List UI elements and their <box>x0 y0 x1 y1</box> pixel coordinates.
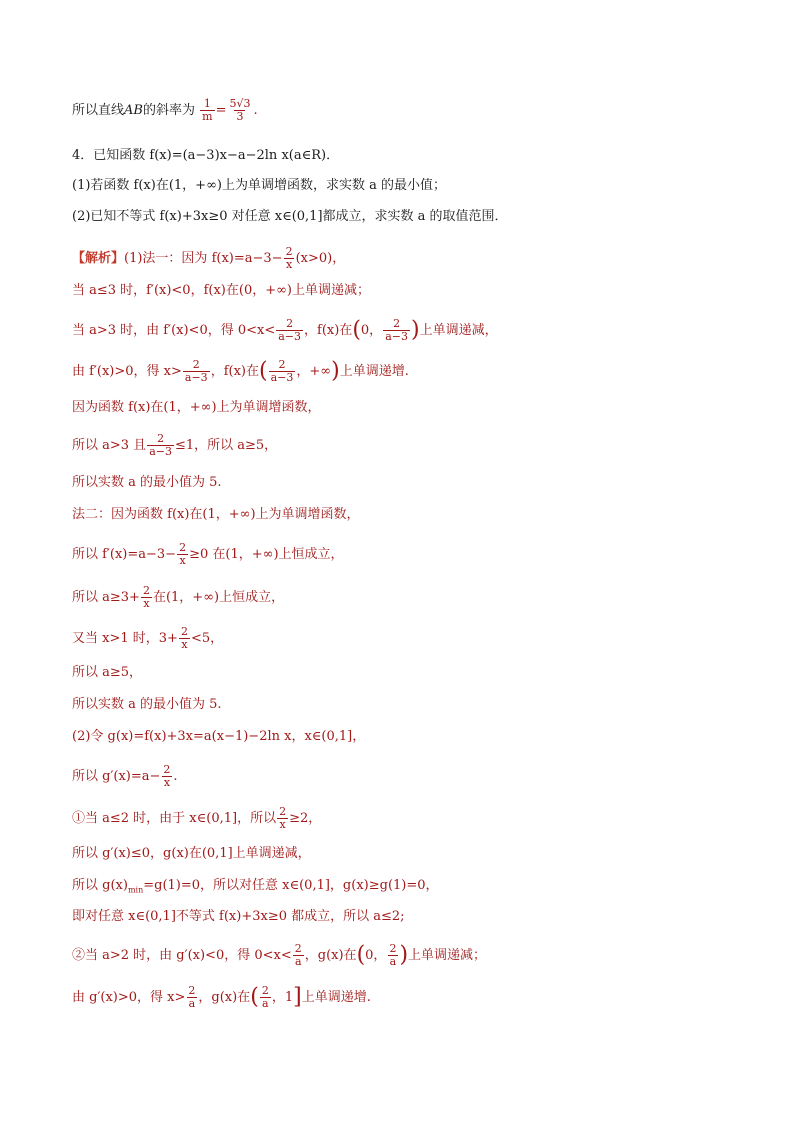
denominator: x <box>163 776 171 789</box>
fraction <box>200 98 214 123</box>
text: =g(1)=0，所以对任意 x∈(0,1]，g(x)≥g(1)=0， <box>143 878 439 893</box>
fraction <box>387 943 398 968</box>
paren: ) <box>331 358 340 384</box>
text: 由 g′(x)>0，得 x> <box>72 990 186 1005</box>
text: (1)法一：因为 f(x)=a−3− <box>124 251 283 266</box>
text: ，g(x)在 <box>304 948 357 963</box>
denominator: a <box>262 997 269 1010</box>
paren: ( <box>250 984 259 1010</box>
paren: ( <box>258 358 268 384</box>
solution-line <box>72 943 486 968</box>
solution-line: 当 a≤3 时，f′(x)<0，f(x)在(0，+∞)上单调递减； <box>72 283 371 298</box>
numerator: 5√3 <box>229 97 251 110</box>
text: 所以 a>3 且 <box>72 438 147 453</box>
analysis-tag: 【解析】 <box>72 251 125 266</box>
denominator: a−3 <box>184 371 208 384</box>
solution-line <box>72 542 344 567</box>
solution-line <box>72 359 409 384</box>
text: 上单调递增. <box>339 364 409 379</box>
numerator: 2 <box>279 805 287 818</box>
numerator: 2 <box>192 358 200 371</box>
numerator: 2 <box>294 942 302 955</box>
solution-line <box>72 246 345 271</box>
numerator: 2 <box>261 984 269 997</box>
fraction <box>383 318 410 343</box>
solution-line: 所以 a≥5， <box>72 665 143 680</box>
fraction <box>179 626 190 651</box>
solution-line: 因为函数 f(x)在(1，+∞)上为单调增函数， <box>72 400 321 415</box>
paren: ( <box>356 942 366 968</box>
question-line: 4．已知函数 f(x)=(a−3)x−a−2ln x(a∈R)． <box>72 148 340 163</box>
text: ①当 a≤2 时，由于 x∈(0,1]，所以 <box>72 811 277 826</box>
text: 0， <box>360 323 383 338</box>
text: 的斜率为 <box>142 103 195 118</box>
fraction <box>276 318 303 343</box>
fraction <box>284 246 295 271</box>
paren: ) <box>410 317 420 343</box>
text-line <box>72 98 258 123</box>
solution-line: 所以 g′(x)≤0，g(x)在(0,1]上单调递减， <box>72 846 311 861</box>
numerator: 2 <box>286 317 294 330</box>
solution-line <box>72 626 223 651</box>
solution-line: 法二：因为函数 f(x)在(1，+∞)上为单调增函数， <box>72 507 360 522</box>
question-line: (2)已知不等式 f(x)+3x≥0 对任意 x∈(0,1]都成立，求实数 a 的取值范围． <box>72 209 508 224</box>
numerator: 2 <box>163 763 171 776</box>
subscript: min <box>127 885 144 895</box>
fraction <box>177 542 188 567</box>
text: 所以 g′(x)=a− <box>72 769 161 784</box>
text: ≥2， <box>289 811 322 826</box>
text: 所以 f′(x)=a−3− <box>72 547 177 562</box>
numerator: 1 <box>203 97 211 110</box>
numerator: 2 <box>393 317 401 330</box>
denominator: x <box>279 818 286 831</box>
numerator: 2 <box>278 358 286 371</box>
text: 所以直线 <box>72 103 125 118</box>
text: <5， <box>190 631 224 646</box>
text: 当 a>3 时，由 f′(x)<0，得 0<x< <box>72 323 276 338</box>
text: ，f(x)在 <box>304 323 353 338</box>
solution-line: 即对任意 x∈(0,1]不等式 f(x)+3x≥0 都成立，所以 a≤2; <box>72 909 405 924</box>
denominator: x <box>143 597 150 610</box>
fraction <box>269 359 296 384</box>
numerator: 2 <box>179 541 187 554</box>
solution-line <box>72 585 284 610</box>
text: AB <box>124 103 143 118</box>
text: ≥0 在(1，+∞)上恒成立， <box>189 547 344 562</box>
solution-line: 所以实数 a 的最小值为 5. <box>72 475 222 490</box>
text: ，1 <box>271 990 294 1005</box>
denominator: x <box>179 554 186 567</box>
solution-line: 所以实数 a 的最小值为 5. <box>72 697 222 712</box>
denominator: a <box>294 955 302 968</box>
denominator: a−3 <box>149 445 172 458</box>
solution-line <box>72 878 439 899</box>
denominator: a <box>389 955 397 968</box>
text: ，f(x)在 <box>210 364 259 379</box>
fraction <box>183 359 210 384</box>
denominator: a−3 <box>270 371 294 384</box>
text: (x>0)， <box>295 251 346 266</box>
paren: ) <box>399 942 409 968</box>
text: 又当 x>1 时，3+ <box>72 631 178 646</box>
fraction <box>293 943 304 968</box>
text: = <box>215 103 227 118</box>
numerator: 2 <box>180 625 188 638</box>
text: 上单调递减； <box>408 948 487 963</box>
paren: ( <box>352 317 361 343</box>
denominator: x <box>181 638 188 651</box>
text: ，+∞ <box>296 364 332 379</box>
denominator: a−3 <box>278 330 302 343</box>
denominator: 3 <box>236 110 244 123</box>
denominator: m <box>202 110 213 123</box>
fraction <box>147 433 174 458</box>
solution-line <box>72 318 498 343</box>
fraction <box>141 585 152 610</box>
question-line: (1)若函数 f(x)在(1，+∞)上为单调增函数，求实数 a 的最小值； <box>72 178 446 193</box>
fraction <box>260 985 271 1010</box>
solution-line: (2)令 g(x)=f(x)+3x=a(x−1)−2ln x，x∈(0,1]， <box>72 729 366 744</box>
denominator: a−3 <box>385 330 408 343</box>
denominator: a <box>188 997 196 1010</box>
text: 由 f′(x)>0，得 x> <box>72 364 182 379</box>
fraction <box>277 806 288 831</box>
text: 上单调递增. <box>301 990 371 1005</box>
fraction <box>227 98 252 123</box>
text: 上单调递减， <box>419 323 498 338</box>
numerator: 2 <box>285 245 293 258</box>
text: 所以 g(x) <box>72 878 128 893</box>
text: . <box>173 769 178 784</box>
paren: ] <box>293 984 302 1010</box>
text: . <box>253 103 258 118</box>
numerator: 2 <box>389 942 397 955</box>
text: ≤1，所以 a≥5， <box>174 438 278 453</box>
text: 0， <box>365 948 387 963</box>
solution-line <box>72 806 321 831</box>
text: ②当 a>2 时，由 g′(x)<0，得 0<x< <box>72 948 292 963</box>
solution-line <box>72 433 277 458</box>
numerator: 2 <box>142 584 150 597</box>
denominator: x <box>285 258 293 271</box>
solution-line <box>72 764 178 789</box>
text: ，g(x)在 <box>198 990 251 1005</box>
text: 在(1，+∞)上恒成立， <box>152 590 285 605</box>
solution-line <box>72 985 371 1010</box>
fraction <box>186 985 197 1010</box>
fraction <box>161 764 172 789</box>
numerator: 2 <box>188 984 196 997</box>
numerator: 2 <box>157 432 165 445</box>
text: 所以 a≥3+ <box>72 590 140 605</box>
